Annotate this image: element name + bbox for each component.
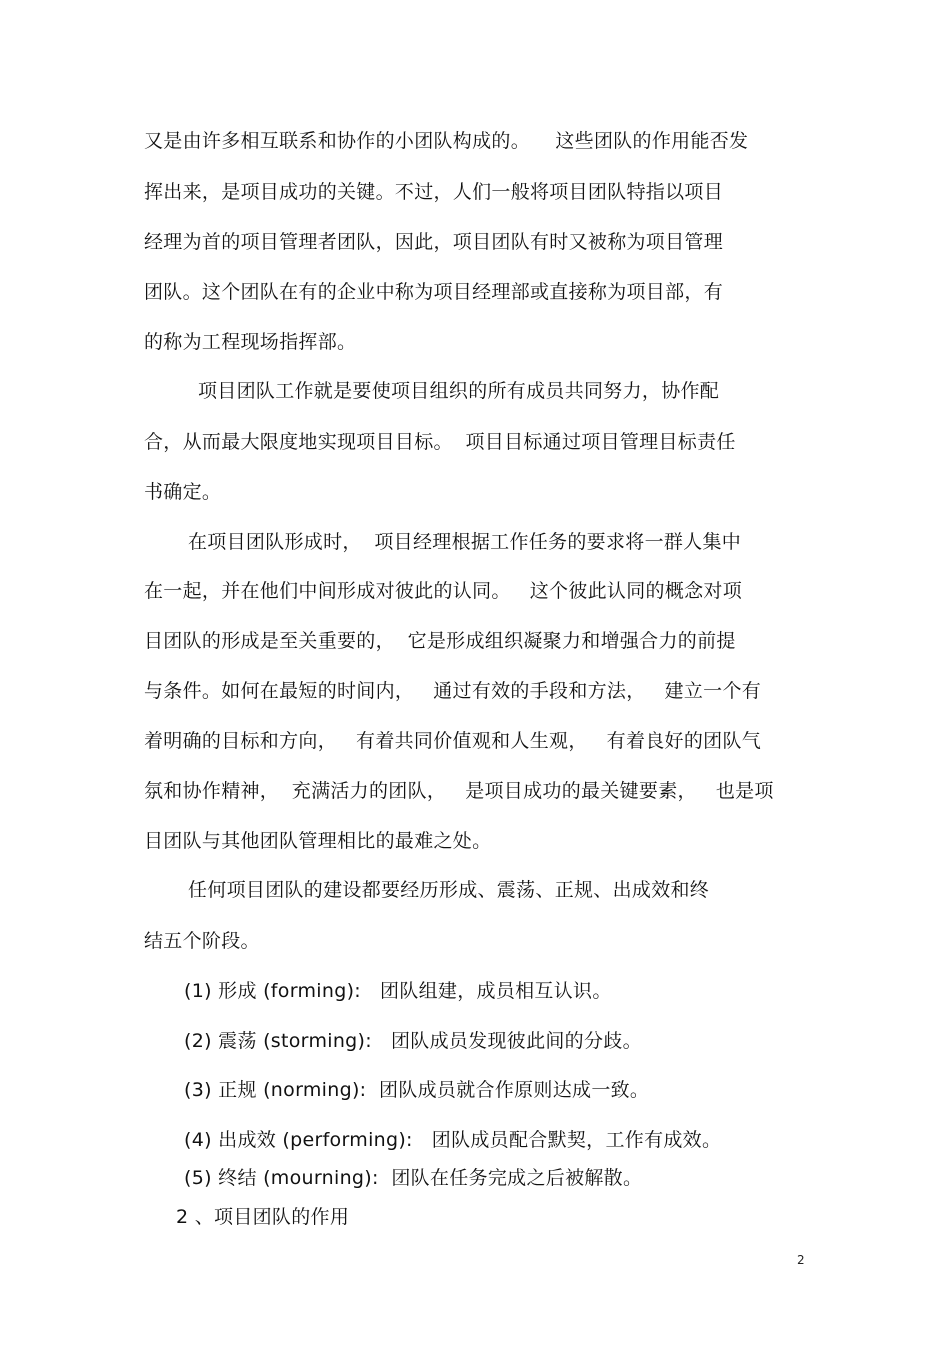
paragraph-line: 项目团队工作就是要使项目组织的所有成员共同努力，协作配: [198, 380, 720, 402]
stage-list-item: (4) 出成效 (performing): 团队成员配合默契，工作有成效。: [184, 1129, 722, 1151]
page-number: 2: [797, 1253, 805, 1267]
stage-list-item: (3) 正规 (norming): 团队成员就合作原则达成一致。: [184, 1079, 650, 1101]
paragraph-line: 与条件。如何在最短的时间内， 通过有效的手段和方法， 建立一个有: [144, 680, 762, 702]
section-heading: 2 、项目团队的作用: [176, 1206, 350, 1228]
paragraph-line: 目团队与其他团队管理相比的最难之处。: [144, 830, 492, 852]
paragraph-line: 着明确的目标和方向， 有着共同价值观和人生观， 有着良好的团队气: [144, 730, 762, 752]
paragraph-line: 合，从而最大限度地实现项目目标。 项目目标通过项目管理目标责任: [144, 431, 736, 453]
paragraph-line: 在项目团队形成时， 项目经理根据工作任务的要求将一群人集中: [188, 531, 742, 553]
paragraph-line: 目团队的形成是至关重要的， 它是形成组织凝聚力和增强合力的前提: [144, 630, 736, 652]
paragraph-line: 在一起，并在他们中间形成对彼此的认同。 这个彼此认同的概念对项: [144, 580, 743, 602]
paragraph-line: 挥出来，是项目成功的关键。不过，人们一般将项目团队特指以项目: [144, 181, 724, 203]
paragraph-line: 结五个阶段。: [144, 930, 260, 952]
paragraph-line: 任何项目团队的建设都要经历形成、震荡、正规、出成效和终: [188, 879, 710, 901]
stage-list-item: (2) 震荡 (storming): 团队成员发现彼此间的分歧。: [184, 1030, 642, 1052]
paragraph-line: 经理为首的项目管理者团队，因此，项目团队有时又被称为项目管理: [144, 231, 724, 253]
stage-list-item: (1) 形成 (forming): 团队组建，成员相互认识。: [184, 980, 612, 1002]
paragraph-line: 的称为工程现场指挥部。: [144, 331, 357, 353]
stage-list-item: (5) 终结 (mourning): 团队在任务完成之后被解散。: [184, 1167, 643, 1189]
paragraph-line: 书确定。: [144, 481, 222, 503]
paragraph-line: 团队。这个团队在有的企业中称为项目经理部或直接称为项目部，有: [144, 281, 724, 303]
paragraph-line: 又是由许多相互联系和协作的小团队构成的。 这些团队的作用能否发: [144, 130, 749, 152]
paragraph-line: 氛和协作精神， 充满活力的团队， 是项目成功的最关键要素， 也是项: [144, 780, 774, 802]
